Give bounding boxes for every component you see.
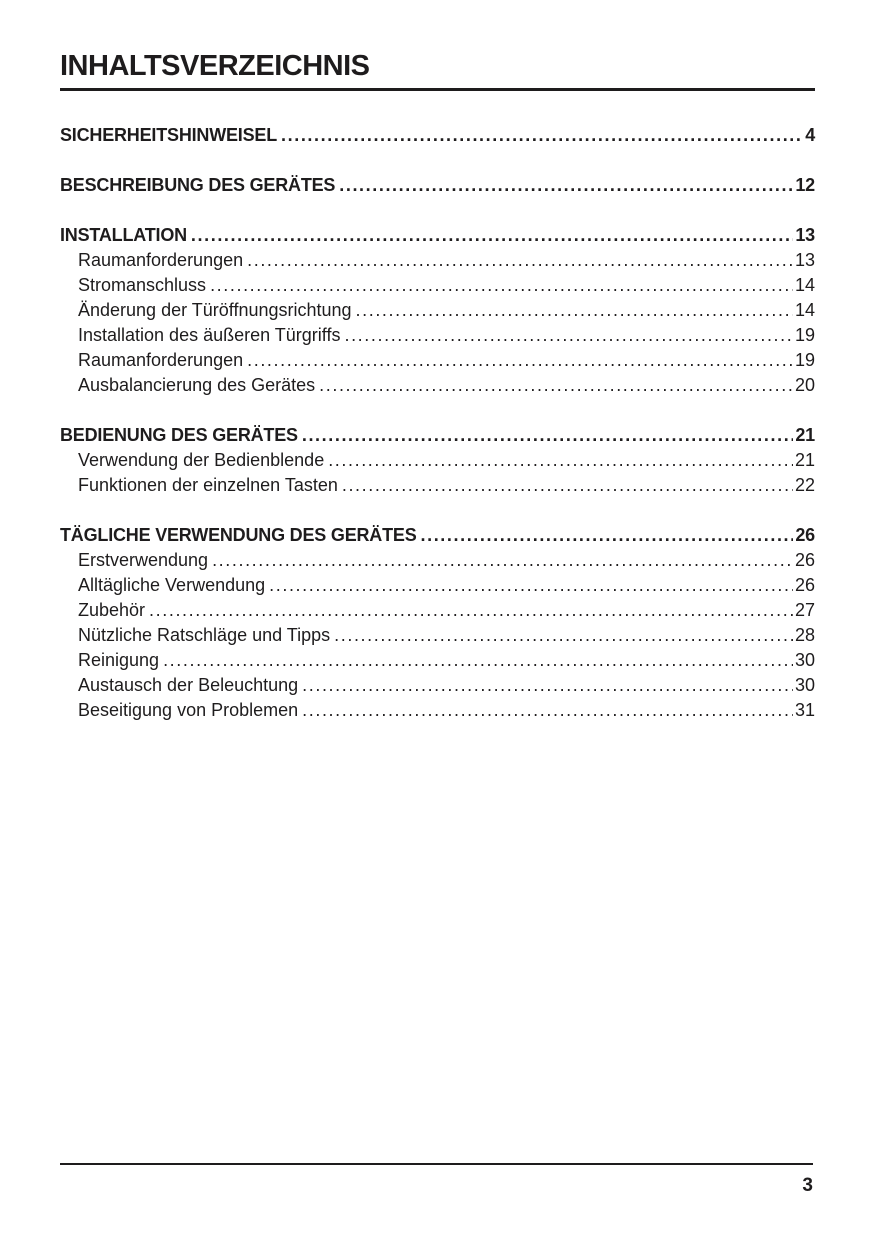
toc-item-row xyxy=(60,698,815,723)
footer-page-number: 3 xyxy=(802,1175,813,1196)
toc-entry-page: 14 xyxy=(794,275,815,296)
toc-entry-label: BESCHREIBUNG DES GERÄTES xyxy=(60,175,336,196)
toc-entry-page: 26 xyxy=(795,525,815,546)
toc-entry-label: Reinigung xyxy=(78,650,160,671)
toc-dot-leader xyxy=(191,223,793,248)
toc-list xyxy=(60,123,815,723)
toc-item-row xyxy=(60,323,815,348)
toc-entry-label: Zubehör xyxy=(78,600,146,621)
toc-entry-label: BEDIENUNG DES GERÄTES xyxy=(60,425,298,446)
toc-dot-leader xyxy=(210,273,793,298)
toc-section-row xyxy=(60,423,815,448)
toc-item-row xyxy=(60,673,815,698)
toc-entry-page: 13 xyxy=(795,225,815,246)
toc-entry-label: Stromanschluss xyxy=(78,275,207,296)
toc-entry-label: TÄGLICHE VERWENDUNG DES GERÄTES xyxy=(60,525,417,546)
toc-entry-page: 21 xyxy=(795,425,815,446)
toc-section-row xyxy=(60,223,815,248)
toc-item-row xyxy=(60,348,815,373)
toc-dot-leader xyxy=(302,673,793,698)
toc-entry-page: 20 xyxy=(794,375,815,396)
toc-dot-leader xyxy=(281,123,803,148)
toc-entry-label: Austausch der Beleuchtung xyxy=(78,675,299,696)
toc-entry-label: Nützliche Ratschläge und Tipps xyxy=(78,625,331,646)
toc-dot-leader xyxy=(163,648,793,673)
toc-entry-page: 19 xyxy=(794,350,815,371)
toc-entry-page: 26 xyxy=(794,550,815,571)
toc-entry-label: SICHERHEITSHINWEISEL xyxy=(60,125,278,146)
toc-entry-page: 13 xyxy=(794,250,815,271)
toc-entry-label: Beseitigung von Problemen xyxy=(78,700,299,721)
toc-item-row xyxy=(60,648,815,673)
toc-dot-leader xyxy=(421,523,794,548)
toc-entry-page: 30 xyxy=(794,675,815,696)
toc-entry-page: 22 xyxy=(794,475,815,496)
toc-item-row xyxy=(60,573,815,598)
toc-entry-page: 4 xyxy=(805,125,815,146)
page-content xyxy=(60,0,815,723)
toc-entry-label: Ausbalancierung des Gerätes xyxy=(78,375,316,396)
toc-entry-label: Verwendung der Bedienblende xyxy=(78,450,325,471)
toc-dot-leader xyxy=(339,173,793,198)
toc-entry-label: Änderung der Türöffnungsrichtung xyxy=(78,300,352,321)
toc-entry-label: Raumanforderungen xyxy=(78,350,244,371)
toc-dot-leader xyxy=(344,323,792,348)
toc-dot-leader xyxy=(247,348,793,373)
toc-section-row xyxy=(60,523,815,548)
toc-dot-leader xyxy=(247,248,793,273)
toc-item-row xyxy=(60,298,815,323)
toc-item-row xyxy=(60,598,815,623)
toc-entry-label: Funktionen der einzelnen Tasten xyxy=(78,475,338,496)
toc-item-row xyxy=(60,248,815,273)
page-title: INHALTSVERZEICHNIS xyxy=(60,0,815,91)
toc-entry-page: 14 xyxy=(794,300,815,321)
toc-dot-leader xyxy=(149,598,793,623)
toc-item-row xyxy=(60,273,815,298)
toc-dot-leader xyxy=(356,298,793,323)
toc-item-row xyxy=(60,548,815,573)
toc-section-row xyxy=(60,173,815,198)
toc-entry-page: 21 xyxy=(794,450,815,471)
toc-entry-label: Erstverwendung xyxy=(78,550,209,571)
toc-item-row xyxy=(60,448,815,473)
footer-divider xyxy=(60,1163,813,1165)
toc-entry-page: 12 xyxy=(795,175,815,196)
toc-dot-leader xyxy=(328,448,793,473)
toc-entry-page: 31 xyxy=(794,700,815,721)
toc-item-row xyxy=(60,373,815,398)
toc-entry-page: 19 xyxy=(794,325,815,346)
toc-entry-label: Raumanforderungen xyxy=(78,250,244,271)
toc-entry-label: INSTALLATION xyxy=(60,225,187,246)
toc-entry-page: 28 xyxy=(794,625,815,646)
toc-dot-leader xyxy=(319,373,793,398)
toc-entry-page: 26 xyxy=(794,575,815,596)
toc-entry-page: 30 xyxy=(794,650,815,671)
toc-dot-leader xyxy=(302,698,793,723)
toc-dot-leader xyxy=(269,573,793,598)
toc-dot-leader xyxy=(302,423,794,448)
toc-dot-leader xyxy=(342,473,793,498)
toc-dot-leader xyxy=(334,623,793,648)
toc-entry-label: Installation des äußeren Türgriffs xyxy=(78,325,341,346)
toc-item-row xyxy=(60,623,815,648)
toc-item-row xyxy=(60,473,815,498)
toc-section-row xyxy=(60,123,815,148)
toc-entry-page: 27 xyxy=(794,600,815,621)
toc-entry-label: Alltägliche Verwendung xyxy=(78,575,266,596)
toc-dot-leader xyxy=(212,548,793,573)
